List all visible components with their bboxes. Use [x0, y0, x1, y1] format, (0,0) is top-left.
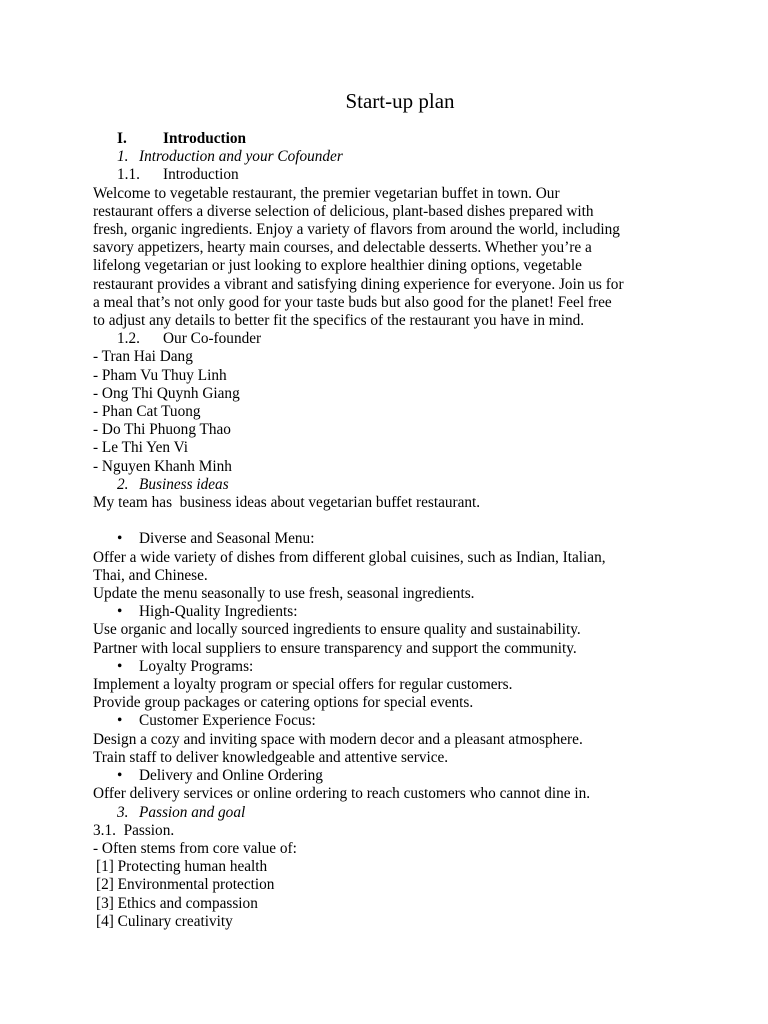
introduction-paragraph	[93, 185, 693, 331]
subsection-number: 1.	[117, 148, 129, 166]
idea-detail-line: Thai, and Chinese.	[93, 566, 208, 584]
cofounder-list	[93, 348, 693, 475]
idea-detail-line: Train staff to deliver knowledgeable and attentive service.	[93, 748, 449, 766]
core-value-item: [2] Environmental protection	[96, 876, 275, 894]
business-idea-title	[93, 603, 693, 621]
idea-detail-line: Offer delivery services or online ordering to reach customers who cannot dine in.	[93, 785, 591, 803]
idea-title-text: Delivery and Online Ordering	[139, 767, 323, 785]
subsubsection-heading-cofounder	[93, 330, 693, 348]
idea-title-text: Loyalty Programs:	[139, 657, 254, 675]
subsection-heading-business-ideas	[93, 476, 693, 494]
bullet-icon: •	[117, 767, 123, 785]
document-page	[93, 86, 693, 931]
business-idea-title	[93, 712, 693, 730]
paragraph-line: Welcome to vegetable restaurant, the premier vegetarian buffet in town. Our	[93, 184, 560, 202]
idea-detail-line: Offer a wide variety of dishes from different global cuisines, such as Indian, Italian,	[93, 548, 606, 566]
subsection-title: Business ideas	[139, 475, 229, 493]
idea-detail-line: Implement a loyalty program or special offers for regular customers.	[93, 676, 513, 694]
paragraph-line: fresh, organic ingredients. Enjoy a variety of flavors from around the world, including	[93, 221, 620, 239]
business-idea-title	[93, 530, 693, 548]
core-value-list	[93, 858, 693, 931]
paragraph-line: restaurant provides a vibrant and satisfying dining experience for everyone. Join us for	[93, 275, 624, 293]
idea-title-text: Diverse and Seasonal Menu:	[139, 530, 315, 548]
cofounder-item: - Nguyen Khanh Minh	[93, 457, 232, 475]
core-value-item: [1] Protecting human health	[96, 858, 268, 876]
paragraph-line: a meal that’s not only good for your taste buds but also good for the planet! Feel free	[93, 293, 612, 311]
idea-detail-line: Update the menu seasonally to use fresh, seasonal ingredients.	[93, 585, 475, 603]
idea-detail-line: Design a cozy and inviting space with modern decor and a pleasant atmosphere.	[93, 730, 583, 748]
cofounder-item: - Pham Vu Thuy Linh	[93, 366, 227, 384]
subsubsection-title: Our Co-founder	[163, 330, 262, 348]
subsection-title: Passion and goal	[139, 803, 246, 821]
subsection-title: Introduction and your Cofounder	[139, 148, 343, 166]
subsubsection-number: 1.2.	[117, 330, 140, 348]
bullet-icon: •	[117, 530, 123, 548]
business-ideas-intro: My team has business ideas about vegetarian buffet restaurant.	[93, 494, 481, 512]
core-value-item: [4] Culinary creativity	[96, 912, 233, 930]
section-number: I.	[117, 130, 127, 147]
cofounder-item: - Ong Thi Quynh Giang	[93, 384, 240, 402]
idea-title-text: High-Quality Ingredients:	[139, 603, 298, 621]
document-title: Start-up plan	[345, 89, 455, 113]
business-idea-title	[93, 767, 693, 785]
business-idea-title	[93, 658, 693, 676]
bullet-icon: •	[117, 657, 123, 675]
business-idea-list	[93, 530, 693, 803]
blank-line	[93, 512, 693, 530]
section-title: Introduction	[163, 130, 247, 147]
cofounder-item: - Tran Hai Dang	[93, 348, 193, 366]
cofounder-item: - Le Thi Yen Vi	[93, 439, 188, 457]
core-value-item: [3] Ethics and compassion	[96, 894, 258, 912]
idea-detail-line: Partner with local suppliers to ensure transparency and support the community.	[93, 639, 577, 657]
subsubsection-heading-introduction	[93, 166, 693, 184]
bullet-icon: •	[117, 603, 123, 621]
paragraph-line: lifelong vegetarian or just looking to explore healthier dining options, vegetable	[93, 257, 582, 275]
idea-title-text: Customer Experience Focus:	[139, 712, 316, 730]
paragraph-line: savory appetizers, hearty main courses, and delectable desserts. Whether you’re a	[93, 239, 592, 257]
cofounder-item: - Phan Cat Tuong	[93, 403, 201, 421]
subsection-number: 2.	[117, 475, 129, 493]
idea-detail-line: Use organic and locally sourced ingredients to ensure quality and sustainability.	[93, 621, 581, 639]
section-heading-introduction	[93, 130, 693, 148]
paragraph-line: restaurant offers a diverse selection of delicious, plant-based dishes prepared with	[93, 202, 594, 220]
subsection-number: 3.	[117, 803, 129, 821]
subsection-heading-introduction-cofounder	[93, 148, 693, 166]
subsection-heading-passion-goal	[93, 804, 693, 822]
idea-detail-line: Provide group packages or catering options for special events.	[93, 694, 474, 712]
paragraph-line: to adjust any details to better fit the specifics of the restaurant you have in mind.	[93, 312, 585, 330]
cofounder-item: - Do Thi Phuong Thao	[93, 421, 231, 439]
subsubsection-number: 1.1.	[117, 166, 140, 184]
core-value-stem: - Often stems from core value of:	[93, 839, 297, 857]
passion-heading: 3.1. Passion.	[93, 821, 175, 839]
bullet-icon: •	[117, 712, 123, 730]
subsubsection-title: Introduction	[163, 166, 239, 184]
